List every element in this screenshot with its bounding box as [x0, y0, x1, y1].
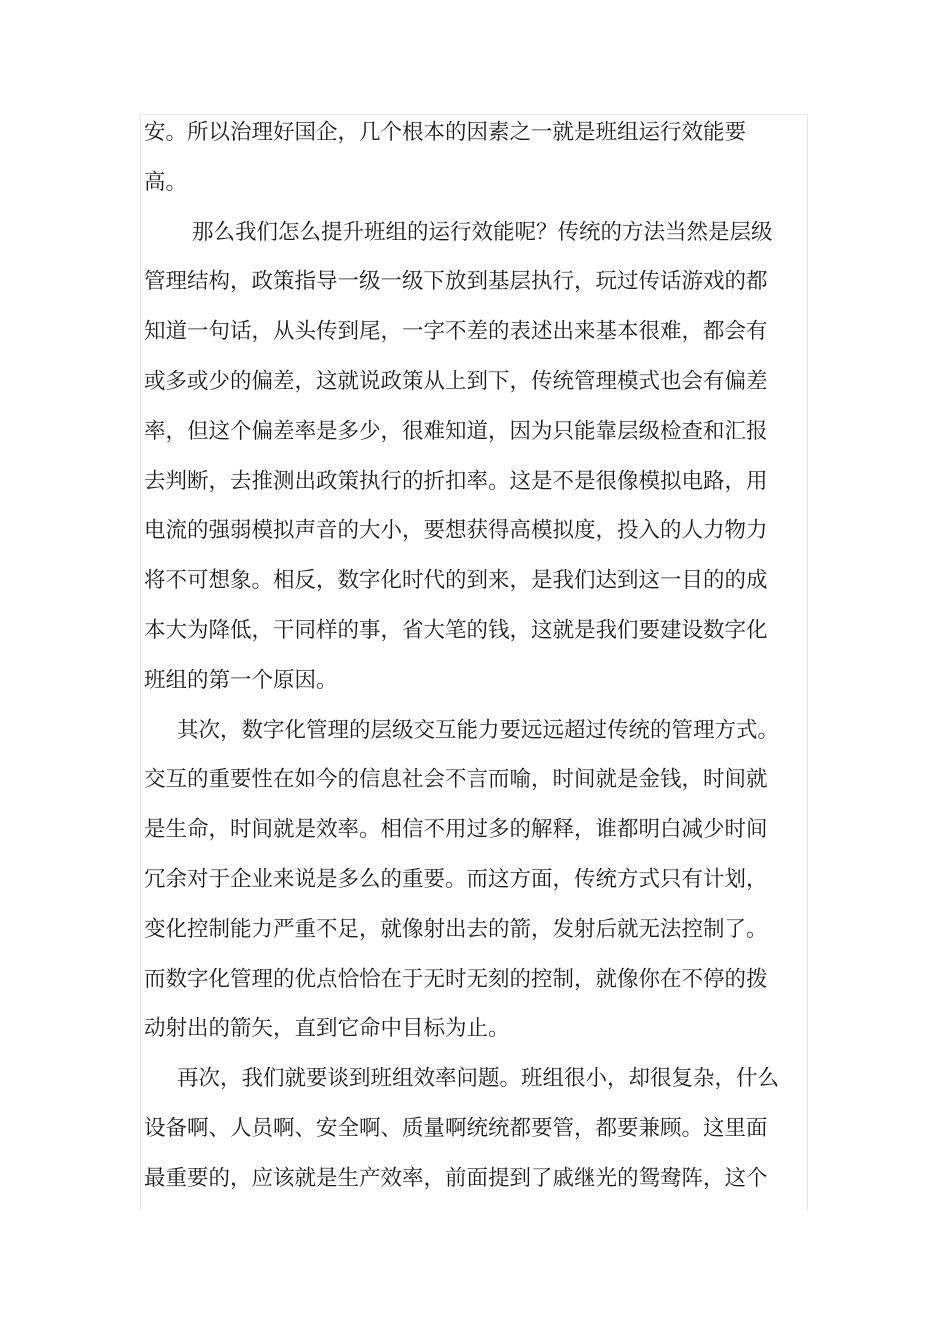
text-line: 电流的强弱模拟声音的大小，要想获得高模拟度，投入的人力物力 [144, 518, 768, 544]
text-line: 或多或少的偏差，这就说政策从上到下，传统管理模式也会有偏差 [144, 368, 768, 394]
text-line: 而数字化管理的优点恰恰在于无时无刻的控制，就像你在不停的拨 [144, 966, 768, 992]
text-line: 班组的第一个原因。 [144, 667, 338, 693]
text-line: 是生命，时间就是效率。相信不用过多的解释，谁都明白减少时间 [144, 817, 768, 843]
text-line: 去判断，去推测出政策执行的折扣率。这是不是很像模拟电路，用 [144, 468, 768, 494]
text-line: 管理结构，政策指导一级一级下放到基层执行，玩过传话游戏的都 [144, 269, 768, 295]
text-line: 知道一句话，从头传到尾，一字不差的表述出来基本很难，都会有 [144, 319, 768, 345]
paragraph-start-line: 再次，我们就要谈到班组效率问题。班组很小，却很复杂，什么 [177, 1066, 780, 1092]
paragraph-start-line: 那么我们怎么提升班组的运行效能呢？传统的方法当然是层级 [192, 219, 773, 245]
text-line: 设备啊、人员啊、安全啊、质量啊统统都要管，都要兼顾。这里面 [144, 1115, 768, 1141]
text-line: 高。 [144, 169, 188, 195]
text-line: 本大为降低，干同样的事，省大笔的钱，这就是我们要建设数字化 [144, 617, 768, 643]
document-body [144, 108, 814, 1204]
text-line: 动射出的箭矢，直到它命中目标为止。 [144, 1016, 510, 1042]
text-line: 交互的重要性在如今的信息社会不言而喻，时间就是金钱，时间就 [144, 767, 768, 793]
paragraph-start-line: 其次，数字化管理的层级交互能力要远远超过传统的管理方式。 [177, 717, 780, 743]
text-line: 变化控制能力严重不足，就像射出去的箭，发射后就无法控制了。 [144, 916, 768, 942]
text-line: 将不可想象。相反，数字化时代的到来，是我们达到这一目的的成 [144, 568, 768, 594]
text-line: 率，但这个偏差率是多少，很难知道，因为只能靠层级检查和汇报 [144, 418, 768, 444]
text-line: 安。所以治理好国企，几个根本的因素之一就是班组运行效能要 [144, 120, 747, 145]
text-line: 最重要的，应该就是生产效率，前面提到了戚继光的鸳鸯阵，这个 [144, 1165, 768, 1191]
text-line: 冗余对于企业来说是多么的重要。而这方面，传统方式只有计划， [144, 866, 768, 892]
